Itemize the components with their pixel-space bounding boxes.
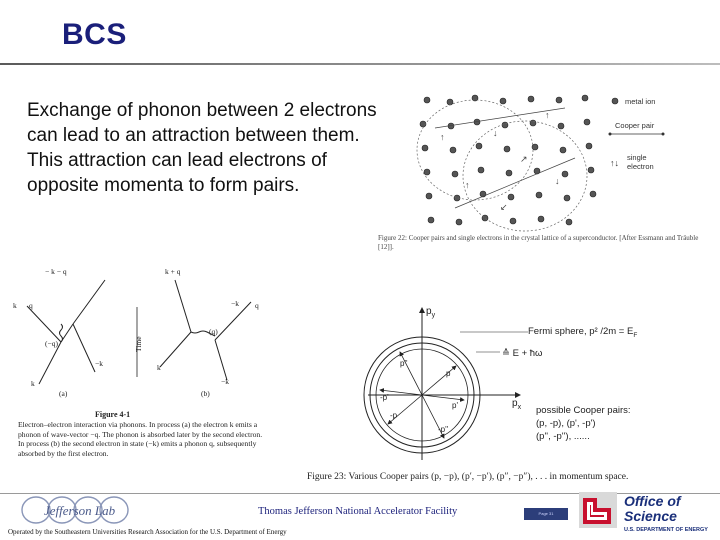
science-label: Science <box>624 508 677 524</box>
single-electron-label-2: electron <box>627 162 654 171</box>
svg-text:−k: −k <box>221 377 229 386</box>
page-number: Page 31 <box>524 508 568 520</box>
svg-text:q: q <box>29 301 33 310</box>
metal-ion-legend-icon <box>612 98 618 104</box>
figure-22-caption: Figure 22: Cooper pairs and single electrons in the crystal lattice of a superconductor. [After Essmann and Träuble [12]]. <box>378 234 699 251</box>
svg-text:− k − q: − k − q <box>45 267 67 276</box>
svg-text:Time: Time <box>134 336 143 352</box>
cooper-pair-label: Cooper pair <box>615 121 655 130</box>
fermi-sphere-label: Fermi sphere, p² $/2m = E_F$ <box>528 326 638 339</box>
single-electron-label-1: single <box>627 153 647 162</box>
doe-department-label: U.S. DEPARTMENT OF ENERGY <box>624 527 708 533</box>
svg-text:(q): (q) <box>209 327 218 336</box>
svg-text:↗: ↗ <box>520 154 528 164</box>
svg-text:↓: ↓ <box>493 128 498 138</box>
svg-text:↙: ↙ <box>500 202 508 212</box>
py-axis-label: $p_y$ <box>426 306 436 319</box>
figure-23-fermi-sphere-image <box>360 300 710 468</box>
possible-pairs-label: possible Cooper pairs: <box>536 405 631 416</box>
slide-title: BCS <box>62 18 127 51</box>
footer-facility-name: Thomas Jefferson National Accelerator Facility <box>258 506 458 517</box>
metal-ion-label: metal ion <box>625 97 656 106</box>
figure-22-lattice-image <box>405 88 715 233</box>
svg-text:−k: −k <box>231 299 239 308</box>
pair-line-2: (p'', -p''), ...... <box>536 431 590 442</box>
svg-text:p': p' <box>452 401 458 410</box>
svg-text:↑: ↑ <box>440 132 445 142</box>
svg-text:(−q): (−q) <box>45 339 58 348</box>
title-divider <box>0 63 720 65</box>
diagram-a <box>27 280 105 384</box>
svg-text:↑: ↑ <box>465 180 470 190</box>
single-electron-legend-icon: ↑↓ <box>610 158 619 168</box>
office-of-science-logo-icon <box>577 490 619 530</box>
svg-text:q: q <box>255 301 259 310</box>
svg-text:−k: −k <box>95 359 103 368</box>
svg-text:-p': -p' <box>380 393 389 402</box>
svg-text:k: k <box>157 363 161 372</box>
figure-4-1-title: Figure 4-1 <box>95 410 131 419</box>
jefferson-lab-logo-text: Jefferson Lab <box>44 503 116 518</box>
svg-text:-p'': -p'' <box>438 425 449 434</box>
px-axis-label: $p_x$ <box>512 398 522 411</box>
office-of-label: Office of <box>624 493 681 509</box>
body-paragraph-2: This attraction can lead electrons of opposite momenta to form pairs. <box>27 150 327 196</box>
svg-text:↓: ↓ <box>555 176 560 186</box>
footer-operated-by: Operated by the Southeastern Universities Research Association for the U.S. Department of Energy <box>8 528 287 536</box>
svg-text:k: k <box>31 379 35 388</box>
figure-4-1-feynman-diagrams <box>5 262 275 412</box>
diagram-b <box>160 280 251 380</box>
figure-22-legend <box>609 97 665 171</box>
figure-23-caption: Figure 23: Various Cooper pairs (p, −p), (p′, −p′), (p″, −p″), . . . in momentum space. <box>307 472 629 482</box>
svg-text:-p: -p <box>390 411 398 420</box>
svg-text:p: p <box>446 369 451 378</box>
figure-4-1-caption: Electron–electron interaction via phonons. In process (a) the electron k emits a phonon of wave-vector −q. The phonon is absorbed later by the second electron. In process (b) the second electron in state (−k) emits a phonon q, subsequently absorbed by the first electron. <box>18 420 263 458</box>
svg-text:p'': p'' <box>400 359 408 368</box>
svg-text:k: k <box>13 301 17 310</box>
pair-line-1: (p, -p), (p', -p') <box>536 418 596 429</box>
energy-shell-label: ≙ E + ħω <box>502 348 543 359</box>
svg-text:(a): (a) <box>59 389 68 398</box>
svg-text:(b): (b) <box>201 389 210 398</box>
svg-text:k + q: k + q <box>165 267 181 276</box>
slide-body <box>27 98 377 198</box>
svg-text:↑: ↑ <box>545 110 550 120</box>
body-paragraph-1: Exchange of phonon between 2 electrons can lead to an attraction between them. <box>27 100 377 146</box>
